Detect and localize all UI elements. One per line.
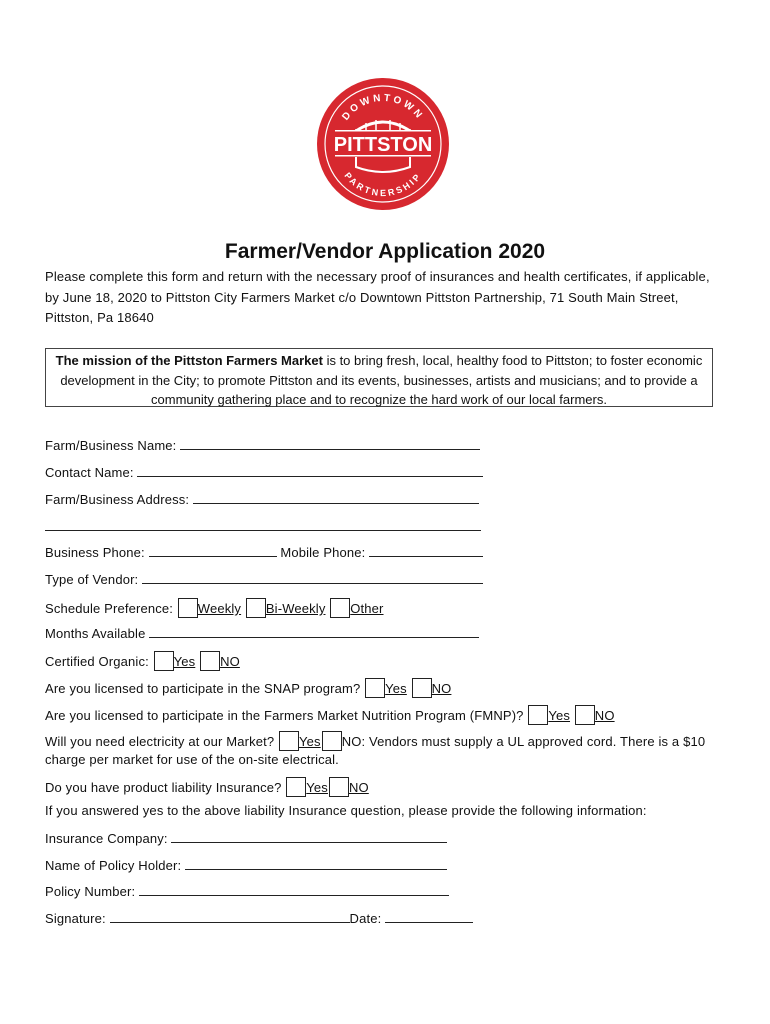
organic-yes-checkbox[interactable] <box>154 651 174 671</box>
snap-yes-checkbox[interactable] <box>365 678 385 698</box>
fmnp-yes-label: Yes <box>548 708 571 723</box>
organic-label: Certified Organic: <box>45 654 149 669</box>
policy-holder-row <box>45 857 447 874</box>
page-title: Farmer/Vendor Application 2020 <box>224 240 546 263</box>
insurance-company-label: Insurance Company: <box>45 831 168 846</box>
farm-address-row <box>45 491 479 508</box>
mission-box <box>45 348 713 407</box>
signature-row <box>45 910 473 927</box>
intro-paragraph: Please complete this form and return with the necessary proof of insurances and health certificates, if applicable, by June 18, 2020 to Pittston City Farmers Market c/o Downtown Pittston Partnership, 71 South Main Street, Pittston, Pa 18640 <box>45 269 710 325</box>
snap-yes-label: Yes <box>385 681 407 696</box>
insurance-company-field[interactable] <box>171 830 447 843</box>
electricity-yes-checkbox[interactable] <box>279 731 299 751</box>
phone-row <box>45 544 483 561</box>
fmnp-row <box>45 705 615 725</box>
fmnp-no-label: NO <box>594 708 615 723</box>
farm-name-row <box>45 437 480 454</box>
mission-text: is to bring fresh, local, healthy food to Pittston; to foster economic development in the City; to promote Pittston and its events, businesses, artists and musicians; and to provide a community gathering place and to recognize the hard work of our local farmers. <box>60 353 703 407</box>
liability-yes-label: Yes <box>306 780 328 795</box>
electricity-label: Will you need electricity at our Market? <box>45 734 275 749</box>
organic-yes-label: Yes <box>173 654 196 669</box>
electricity-note: NO: Vendors must supply a UL approved cord. There is a $10 charge per market for use of the on-site electrical. <box>45 734 706 767</box>
farm-address-field-line2[interactable] <box>45 530 481 531</box>
signature-field[interactable] <box>110 910 350 923</box>
fmnp-yes-checkbox[interactable] <box>528 705 548 725</box>
contact-name-field[interactable] <box>137 464 483 477</box>
electricity-no-checkbox[interactable] <box>322 731 342 751</box>
logo-bottom-text: PARTNERSHIP <box>342 170 424 199</box>
farm-name-field[interactable] <box>180 437 480 450</box>
schedule-label: Schedule Preference: <box>45 601 174 616</box>
snap-no-checkbox[interactable] <box>412 678 432 698</box>
farm-address-label: Farm/Business Address: <box>45 492 190 507</box>
other-checkbox[interactable] <box>330 598 350 618</box>
date-field[interactable] <box>385 910 473 923</box>
months-row <box>45 625 479 642</box>
insurance-company-row <box>45 830 447 847</box>
weekly-label: Weekly <box>197 601 242 616</box>
months-label: Months Available <box>45 626 146 641</box>
business-phone-field[interactable] <box>149 544 277 557</box>
vendor-type-row <box>45 571 483 588</box>
organic-no-checkbox[interactable] <box>200 651 220 671</box>
snap-row <box>45 678 451 698</box>
farm-name-label: Farm/Business Name: <box>45 438 177 453</box>
schedule-row <box>45 598 384 618</box>
liability-yes-checkbox[interactable] <box>286 777 306 797</box>
biweekly-label: Bi-Weekly <box>265 601 326 616</box>
mission-bold: The mission of the Pittston Farmers Market <box>55 353 323 368</box>
policy-holder-field[interactable] <box>185 857 447 870</box>
liability-row <box>45 777 369 797</box>
farm-address-field[interactable] <box>193 491 479 504</box>
mobile-phone-field[interactable] <box>369 544 483 557</box>
logo-top-text: DOWNTOWN <box>340 92 426 123</box>
snap-no-label: NO <box>431 681 452 696</box>
liability-followup: If you answered yes to the above liability Insurance question, please provide the following information: <box>45 803 647 818</box>
logo-name: PITTSTON <box>333 134 433 156</box>
pittston-partnership-logo <box>316 77 450 211</box>
liability-no-label: NO <box>348 780 369 795</box>
contact-name-label: Contact Name: <box>45 465 134 480</box>
organic-row <box>45 651 240 671</box>
months-field[interactable] <box>149 625 479 638</box>
contact-name-row <box>45 464 483 481</box>
liability-label: Do you have product liability Insurance? <box>45 780 282 795</box>
biweekly-checkbox[interactable] <box>246 598 266 618</box>
vendor-type-label: Type of Vendor: <box>45 572 139 587</box>
electricity-yes-label: Yes <box>299 734 321 749</box>
organic-no-label: NO <box>220 654 240 669</box>
other-label: Other <box>350 601 384 616</box>
policy-number-row <box>45 883 449 900</box>
snap-label: Are you licensed to participate in the SNAP program? <box>45 681 361 696</box>
mobile-phone-label: Mobile Phone: <box>280 545 366 560</box>
policy-number-field[interactable] <box>139 883 449 896</box>
signature-label: Signature: <box>45 911 106 926</box>
policy-holder-label: Name of Policy Holder: <box>45 858 182 873</box>
policy-number-label: Policy Number: <box>45 884 136 899</box>
vendor-type-field[interactable] <box>142 571 483 584</box>
fmnp-no-checkbox[interactable] <box>575 705 595 725</box>
electricity-row <box>45 731 725 768</box>
business-phone-label: Business Phone: <box>45 545 145 560</box>
date-label: Date: <box>349 911 382 926</box>
fmnp-label: Are you licensed to participate in the Farmers Market Nutrition Program (FMNP)? <box>45 708 524 723</box>
weekly-checkbox[interactable] <box>178 598 198 618</box>
liability-no-checkbox[interactable] <box>329 777 349 797</box>
